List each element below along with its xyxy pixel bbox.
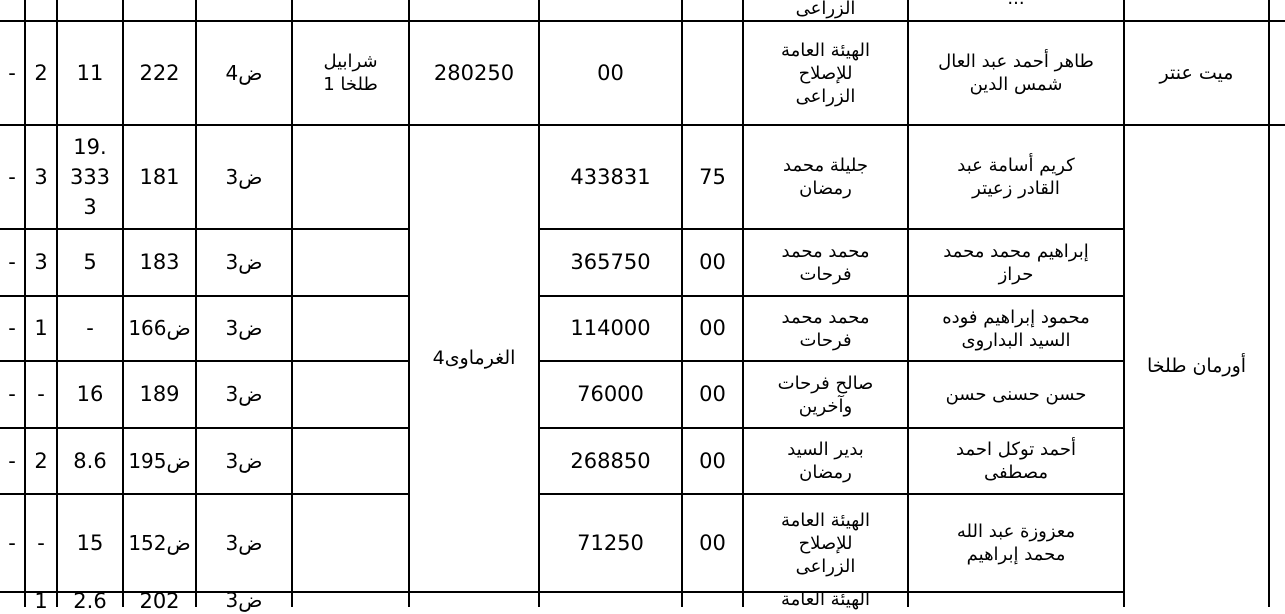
supplier-cell — [683, 22, 742, 124]
quantity-cell: - — [37, 382, 45, 406]
supplier-cell — [744, 0, 907, 20]
amount-cell: 71250 — [577, 530, 644, 555]
quantity-cell: 1 — [34, 589, 48, 613]
buyer-cell: محمود إبراهيم فوده السيد البداروى — [942, 306, 1090, 351]
zone-cell: ض3 — [225, 382, 263, 406]
buyer-cell — [909, 0, 1123, 20]
value-cell: 8.6 — [73, 448, 107, 473]
quantity-cell: 1 — [34, 316, 48, 340]
quantity-cell: 3 — [34, 250, 48, 274]
buyer-cell: كريم أسامة عبد القادر زعيتر — [957, 155, 1075, 199]
value-cell: 15 — [76, 530, 104, 555]
location-group-cell: الغرماوى4 — [432, 347, 516, 369]
notes-cell: - — [8, 250, 16, 274]
supplier-cell: الهيئة العامة للإصلاح الزراعى — [781, 509, 870, 577]
amount-cell: 268850 — [570, 448, 651, 473]
zone-cell: ض3 — [225, 588, 263, 612]
quantity-cell: - — [37, 530, 45, 555]
quantity-cell: 3 — [34, 164, 48, 189]
notes-cell: - — [8, 448, 16, 473]
amount-cell: 76000 — [577, 382, 644, 406]
buyer-cell: حسن حسنى حسن — [945, 384, 1087, 405]
piasters-cell: 00 — [699, 530, 726, 555]
piasters-cell: 00 — [699, 316, 726, 340]
zone-cell: ض4 — [225, 60, 263, 85]
buyer-cell: معزوزة عبد الله محمد إبراهيم — [956, 521, 1076, 565]
notes-cell: - — [8, 60, 16, 85]
zone-cell: ض3 — [225, 316, 263, 340]
value-cell: 5 — [83, 250, 97, 274]
district-group-cell: أورمان طلخا — [1146, 355, 1247, 377]
parcel-cell: 183 — [139, 250, 180, 274]
zone-cell: ض3 — [225, 448, 263, 473]
piasters-cell: 00 — [699, 382, 726, 406]
supplier-cell: صالح فرحات وآخرين — [777, 372, 874, 417]
value-cell: 11 — [76, 60, 104, 85]
parcel-cell: 202 — [139, 589, 180, 613]
supplier-cell: الهيئة العامة — [781, 589, 870, 610]
zone-cell: ض3 — [225, 250, 263, 274]
zone-cell: ض3 — [225, 530, 263, 555]
buyer-text — [1007, 0, 1024, 10]
supplier-cell: الهيئة العامة للإصلاح الزراعى — [781, 39, 870, 107]
quantity-cell: 2 — [34, 448, 48, 473]
amount-cell: 365750 — [570, 250, 651, 274]
value-cell: 16 — [76, 382, 104, 406]
supplier-cell: بدير السيد رمضان — [787, 439, 864, 483]
district-cell: ميت عنتر — [1159, 61, 1234, 84]
parcel-cell: ض166 — [128, 316, 191, 340]
notes-cell: - — [8, 382, 16, 406]
piasters-cell: 00 — [699, 250, 726, 274]
amount-cell: 433831 — [570, 164, 651, 189]
parcel-cell: ض152 — [128, 530, 191, 555]
amount-cell: 280250 — [433, 60, 515, 85]
value-cell: 2.6 — [73, 589, 107, 613]
piasters-cell: 00 — [699, 448, 726, 473]
location-cell: شرابيل طلخا 1 — [323, 51, 378, 95]
notes-cell: - — [8, 530, 16, 555]
notes-cell: - — [8, 164, 16, 189]
parcel-cell: 181 — [139, 164, 180, 189]
buyer-cell: أحمد توكل احمد مصطفى — [956, 439, 1076, 483]
supplier-cell: محمد محمد فرحات — [781, 306, 870, 351]
column-divider — [1268, 0, 1270, 607]
quantity-cell: 2 — [34, 60, 48, 85]
parcel-cell: ض195 — [128, 448, 191, 473]
supplier-cell: محمد محمد فرحات — [781, 240, 870, 285]
supplier-cell: جليلة محمد رمضان — [783, 155, 868, 199]
value-cell: - — [86, 316, 94, 340]
zone-cell: ض3 — [225, 164, 263, 189]
piasters-cell: 75 — [699, 164, 726, 189]
buyer-cell: إبراهيم محمد محمد حراز — [943, 240, 1089, 285]
amount-cell: 114000 — [570, 316, 651, 340]
notes-cell: - — [8, 316, 16, 340]
supplier-text: الزراعى — [795, 0, 856, 19]
buyer-cell: طاهر أحمد عبد العال شمس الدين — [938, 51, 1094, 95]
piasters-cell: 00 — [597, 60, 624, 85]
parcel-cell: 189 — [139, 382, 180, 406]
value-cell: 19. 333 3 — [69, 135, 111, 219]
parcel-cell: 222 — [139, 60, 180, 85]
